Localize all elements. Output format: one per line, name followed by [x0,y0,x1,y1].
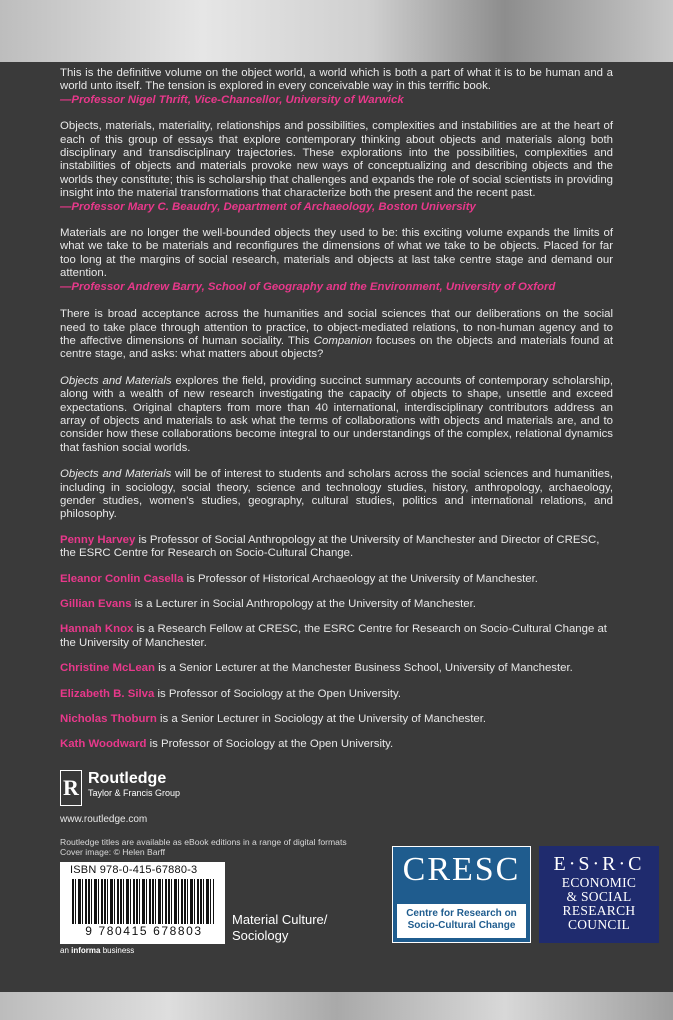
cover-photo-top [0,0,673,62]
publisher-group: Taylor & Francis Group [88,788,181,798]
routledge-logo [60,770,360,806]
cover-photo-bottom [0,992,673,1020]
cresc-logo-title: CRESC [402,851,521,888]
editor-bio: Elizabeth B. Silva is Professor of Sociology at the Open University. [60,687,402,700]
editor-bio: Hannah Knox is a Research Fellow at CRESC, the ESRC Centre for Research on Socio-Cultural Change at the University of Manchester. [60,623,607,649]
endorsement-quote: This is the definitive volume on the object world, a world which is both a part of what it is to be human and a world unto itself. The tension is explored in every conceivable way in this terrific book. —Professor Nigel Thrift, Vice-Chancellor, University of Warwick [60,67,613,106]
publisher-block [60,770,360,857]
publisher-website[interactable]: www.routledge.com [60,814,148,825]
editor-bio: Gillian Evans is a Lecturer in Social Anthropology at the University of Manchester. [60,598,476,610]
editor-bio: Penny Harvey is Professor of Social Anthropology at the University of Manchester and Director of CRESC, the ESRC Centre for Research on Socio-Cultural Change. [60,533,600,560]
ebook-note: Routledge titles are available as eBook editions in a range of digital formats [60,837,347,847]
description-paragraph: Objects and Materials will be of interest to students and scholars across the social sciences and humanities, including in sociology, social theory, science and technology studies, history, anthropology, archaeology, gender studies, women's studies, geography, cultural studies, politics and international relations, and philosophy. [60,468,613,521]
isbn-label: ISBN 978-0-415-67880-3 [70,864,198,876]
endorsement-attribution: —Professor Mary C. Beaudry, Department of Archaeology, Boston University [60,200,476,213]
endorsement-attribution: —Professor Andrew Barry, School of Geography and the Environment, University of Oxford [60,280,556,293]
isbn-barcode-box [60,862,225,944]
informa-tagline: an informa business [60,946,135,955]
cresc-logo-subtitle: Centre for Research on Socio-Cultural Change [397,904,526,938]
barcode-icon [72,879,214,927]
cover-credit: Cover image: © Helen Barff [60,847,166,857]
back-cover-text [60,62,613,752]
editor-bio: Nicholas Thoburn is a Senior Lecturer in Sociology at the University of Manchester. [60,713,487,726]
description-paragraph: There is broad acceptance across the humanities and social sciences that our deliberations on the social need to take place through attention to practice, to object-mediated relations, to non-human agency and to the affective dimensions of human sociality. This Companion focuses on the objects and materials found at centre stage, and asks: what matters about objects? [60,308,613,361]
barcode-digits: 9 780415 678803 [66,924,222,938]
cresc-logo [392,846,531,943]
editor-bio: Kath Woodward is Professor of Sociology at the Open University. [60,738,394,751]
subject-category: Material Culture/ Sociology [232,912,328,943]
endorsement-attribution: —Professor Nigel Thrift, Vice-Chancellor, University of Warwick [60,93,404,106]
editor-bio: Christine McLean is a Senior Lecturer at the Manchester Business School, University of Manchester. [60,662,573,675]
routledge-r-icon: R [60,770,82,806]
endorsement-quote: Materials are no longer the well-bounded objects they used to be: this exciting volume expands the limits of what we take to be materials and reconfigures the dimensions of what we take to be objects. Placed for far too long at the margins of social research, materials and objects at last take centre stage and demand our attention. —Professor Andrew Barry, School of Geography and the Environment, University of Oxford [60,227,613,293]
esrc-logo: E·S·R·C ECONOMIC & SOCIAL RESEARCH COUNCIL [539,846,659,943]
endorsement-quote: Objects, materials, materiality, relationships and possibilities, complexities and instabilities are at the heart of each of this group of essays that explore contemporary thinking about objects and materials along both disciplinary and transdisciplinary trajectories. These explorations into the possibilities, complexities and instabilities of objects and materials provoke new ways of conceptualizing and describing objects and the worlds they constitute; this is scholarship that challenges and expands the role of social scientists in providing insight into the material transformations that characterize both the present and the recent past. —Professor Mary C. Beaudry, Department of Archaeology, Boston University [60,120,613,213]
publisher-name: Routledge [88,770,167,787]
editor-bio: Eleanor Conlin Casella is Professor of Historical Archaeology at the University of Manchester. [60,572,538,585]
description-paragraph: Objects and Materials explores the field, providing succinct summary accounts of contemporary scholarship, along with a wealth of new research investigating the capacity of objects to shape, unsettle and exceed expectations. Original chapters from more than 40 international, interdisciplinary contributors address an array of objects and materials to ask what the terms of collaborations with objects and materials are, and to consider how these collaborations become integral to our understandings of the complex, relational dynamics that fashion social worlds. [60,374,613,454]
